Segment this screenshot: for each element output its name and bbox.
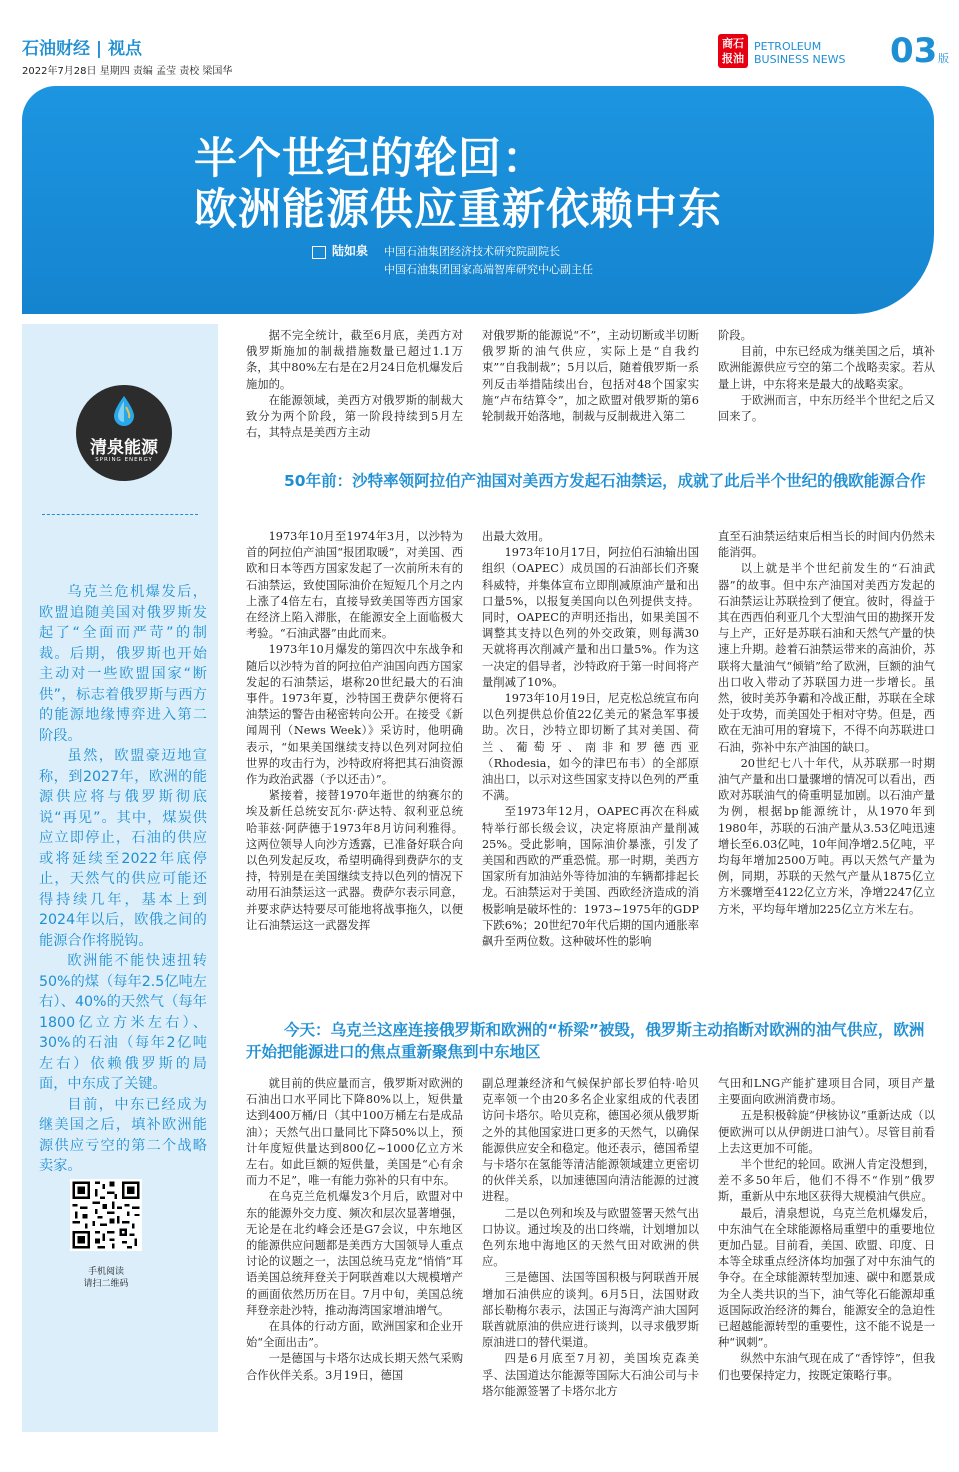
sidebar-text [39, 582, 207, 1177]
newspaper-logo: 商石报油 [718, 34, 748, 68]
byline-role-2: 中国石油集团国家高端智库研究中心副主任 [384, 263, 593, 276]
intro-column-3 [718, 328, 935, 425]
article-paragraph: 1973年10月爆发的第四次中东战争和随后以沙特为首的阿拉伯产油国向西方国家发起的石油禁运，堪称20世纪最大的石油事件。1973年夏，沙特国王费萨尔便将石油禁运的警告由秘密转向公开。在接受《新闻周刊（News Week）》采访时，他明确表示，“如果美国继续支持以色列对阿拉伯世界的攻击行为，沙特政府将把其石油资源作为政治武器（予以还击）”。 [246, 643, 463, 787]
article-paragraph: 最后，清泉想说，乌克兰危机爆发后，中东油气在全球能源格局重塑中的重要地位更加凸显。目前看，美国、欧盟、印度、日本等全球重点经济体均加强了对中东油气的争夺。在全球能源转型加速、碳中和愿景成为全人类共识的当下，油气等化石能源却重返国际政治经济的舞台，能源安全的急迫性已超越能源转型的重要性，这不能不说是一种“讽刺”。 [718, 1206, 935, 1350]
sidebar-paragraph: 目前，中东已经成为继美国之后，填补欧洲能源供应亏空的第二个战略卖家。 [39, 1096, 207, 1174]
section1-column-3 [718, 529, 935, 918]
section-name: 石油财经 | 视点 [22, 39, 143, 59]
article-paragraph: 一是德国与卡塔尔达成长期天然气采购合作伙伴关系。3月19日，德国 [246, 1352, 463, 1382]
article-paragraph: 二是以色列和埃及与欧盟签署天然气出口协议。通过埃及的出口终端，计划增加以色列东地中海地区的天然气田对欧洲的供应。 [482, 1206, 699, 1269]
section1-column-2 [482, 529, 699, 950]
article-paragraph: 20世纪七八十年代，从苏联那一时期油气产量和出口量骤增的情况可以看出，西欧对苏联油气的倚重明显加剧。以石油产量为例，根据bp能源统计，从1970年到1980年，苏联的石油产量从3.53亿吨迅速增长至6.03亿吨，10年间净增2.5亿吨，平均每年增加2500万吨。再以天然气产量为例，同期，苏联的天然气产量从1875亿立方米骤增至4122亿立方米，净增2247亿立方米，平均每年增加225亿立方米左右。 [718, 756, 935, 916]
qr-caption [42, 1266, 170, 1290]
intro-column-1 [246, 328, 463, 441]
date-editor-line: 2022年7月28日 星期四 责编 孟莹 责校 梁国华 [22, 66, 233, 77]
column-emblem [76, 385, 172, 481]
headline-banner [22, 86, 934, 314]
sidebar-divider [42, 514, 198, 515]
page-number: 03 [890, 31, 938, 71]
section-heading-today: 今天：乌克兰这座连接俄罗斯和欧洲的“桥梁”被毁，俄罗斯主动掐断对欧洲的油气供应，欧洲开始把能源进口的焦点重新聚焦到中东地区 [246, 1021, 925, 1061]
article-paragraph: 在乌克兰危机爆发3个月后，欧盟对中东的能源外交力度、频次和层次显著增强，无论是在北约峰会还是G7会议，中东地区的能源供应问题都是美西方大国领导人重点讨论的议题之一，法国总统马克龙“悄悄”耳语美国总统拜登关于阿联酋难以大规模增产的画面依然历历在目。7月中旬，美国总统拜登亲赴沙特，推动海湾国家增油增气。 [246, 1190, 463, 1317]
article-paragraph: 五是积极斡旋“伊核协议”重新达成（以便欧洲可以从伊朗进口油气）。尽管目前看上去这更加不可能。 [718, 1109, 935, 1155]
masthead [22, 30, 949, 80]
emblem-subtitle: SPRING ENERGY [95, 457, 153, 463]
sidebar-paragraph: 乌克兰危机爆发后，欧盟追随美国对俄罗斯发起了“全面而严苛”的制裁。后期，俄罗斯也开始主动对一些欧盟国家“断供”，标志着俄罗斯与西方的能源地缘博弈进入第二阶段。 [39, 584, 207, 744]
section2-column-3 [718, 1076, 935, 1384]
article-paragraph: 以上就是半个世纪前发生的“石油武器”的故事。但中东产油国对美西方发起的石油禁运让苏联捡到了便宜。彼时，得益于其在西西伯利亚几个大型油气田的勘探开发与上产，正好是苏联石油和天然气产量的快速上升期。趁着石油禁运带来的高油价，苏联将大量油气“倾销”给了欧洲，巨额的油气出口收入带动了苏联国力进一步增长。虽然，彼时美苏争霸和冷战正酣，苏联在全球处于攻势，而美国处于相对守势。但是，西欧在无油可用的窘境下，不得不向苏联进口石油，弥补中东产油国的缺口。 [718, 562, 935, 754]
article-paragraph: 在具体的行动方面，欧洲国家和企业开始“全面出击”。 [246, 1320, 463, 1350]
article-paragraph: 纵然中东油气现在成了“香饽饽”，但我们也要保持定力，按既定策略行事。 [718, 1352, 935, 1382]
article-paragraph: 至1973年12月，OAPEC再次在科威特举行部长级会议，决定将原油产量削减25%。受此影响，国际油价暴涨，引发了美国和西欧的严重恐慌。那一时期，美西方国家所有加油站外等待加油的车辆都排起长龙。石油禁运对于美国、西欧经济造成的消极影响是破坏性的：1973~1975年的GDP下跌6%；20世纪70年代后期的国内通胀率飙升至两位数。这种破坏性的影响 [482, 805, 699, 949]
article-paragraph: 目前，中东已经成为继美国之后，填补欧洲能源供应亏空的第二个战略卖家。若从量上讲，中东将来是最大的战略卖家。 [718, 345, 935, 391]
article-paragraph: 就目前的供应量而言，俄罗斯对欧洲的石油出口水平同比下降80%以上，短供量达到400万桶/日（其中100万桶左右是成品油）；天然气出口量同比下降50%以上，预计年度短供量达到800亿~1000亿立方米左右。如此巨额的短供量，美国是“心有余而力不足”，唯一有能力弥补的只有中东。 [246, 1077, 463, 1188]
emblem-name: 清泉能源 [90, 438, 158, 458]
water-drop-icon [112, 395, 136, 427]
sidebar [22, 324, 218, 1432]
publication-name-line1: PETROLEUM [754, 40, 822, 53]
headline-line1: 半个世纪的轮回： [194, 134, 546, 184]
sidebar-paragraph: 虽然，欧盟豪迈地宣称，到2027年，欧洲的能源供应将与俄罗斯彻底说“再见”。其中，煤炭供应立即停止，石油的供应或将延续至2022年底停止，天然气的供应可能还得持续几年，基本上到2024年以后，欧俄之间的能源合作将脱钩。 [39, 748, 207, 949]
sidebar-paragraph: 欧洲能不能快速扭转50%的煤（每年2.5亿吨左右）、40%的天然气（每年1800亿立方米左右）、30%的石油（每年2亿吨左右）依赖俄罗斯的局面，中东成了关键。 [39, 953, 207, 1092]
qr-code-icon[interactable] [70, 1179, 142, 1251]
article-paragraph: 在能源领域，美西方对俄罗斯的制裁大致分为两个阶段，第一阶段持续到5月左右，其特点是美西方主动 [246, 393, 463, 440]
article-paragraph: 半个世纪的轮回。欧洲人肯定没想到，差不多50年后，他们不得不“作别”俄罗斯，重新从中东地区获得大规模油气供应。 [718, 1158, 935, 1204]
article-paragraph: 1973年10月17日，阿拉伯石油输出国组织（OAPEC）成员国的石油部长们齐聚科威特，并集体宣布立即削减原油产量和出口量5%，以报复美国向以色列提供支持。同时，OAPEC的声明还指出，如果美国不调整其支持以色列的外交政策，则每满30天就将再次削减产量和出口量5%。作为这一决定的倡导者，沙特政府于第一时间将产量削减了10%。 [482, 546, 699, 689]
article-paragraph: 据不完全统计，截至6月底，美西方对俄罗斯施加的制裁措施数量已超过1.1万条，其中80%左右是在2月24日危机爆发后施加的。 [246, 329, 463, 391]
byline-author: 陆如泉 [332, 244, 369, 258]
byline-box-icon [312, 246, 326, 259]
article-paragraph: 直至石油禁运结束后相当长的时间内仍然未能消弭。 [718, 530, 935, 560]
article-paragraph: 1973年10月至1974年3月，以沙特为首的阿拉伯产油国“报团取暖”，对美国、西欧和日本等西方国家发起了一次前所未有的石油禁运，致使国际油价在短短几个月之内上涨了4倍左右，直接导致美国等西方国家在经济上陷入滞胀，在能源安全上面临极大考验。“石油武器”由此而来。 [246, 530, 463, 641]
article-paragraph: 紧接着，接替1970年逝世的纳赛尔的埃及新任总统安瓦尔·萨达特、叙利亚总统哈菲兹·阿萨德于1973年8月访问利雅得。这两位领导人向沙方透露，已准备好联合向以色列发起反攻，希望明确得到费萨尔的支持，特别是在美国继续支持以色列的情况下动用石油禁运这一武器。费萨尔表示同意，并要求萨达特要尽可能地将战事拖久，以便让石油禁运这一武器发挥 [246, 789, 463, 932]
article-paragraph: 出最大效用。 [482, 530, 550, 543]
article-paragraph: 四是6月底至7月初，美国埃克森美孚、法国道达尔能源等国际大石油公司与卡塔尔能源签署了卡塔尔北方 [482, 1352, 699, 1398]
page-unit: 版 [938, 52, 949, 65]
headline-line2: 欧洲能源供应重新依赖中东 [194, 185, 722, 235]
section2-column-1 [246, 1076, 463, 1384]
publication-name-line2: BUSINESS NEWS [754, 53, 846, 66]
publication-name [754, 40, 846, 66]
qr-caption-line1: 手机阅读 [87, 1267, 124, 1277]
article-paragraph: 1973年10月19日，尼克松总统宣布向以色列提供总价值22亿美元的紧急军事援助。次日，沙特立即切断了其对美国、荷兰、葡萄牙、南非和罗德西亚（Rhodesia，如今的津巴布韦）的全部原油出口，以示对这些国家支持以色列的严重不满。 [482, 692, 699, 803]
article-paragraph: 阶段。 [718, 329, 752, 342]
section2-column-2 [482, 1076, 699, 1400]
byline-role-1: 中国石油集团经济技术研究院副院长 [384, 245, 560, 258]
article-paragraph: 三是德国、法国等国积极与阿联酋开展增加石油供应的谈判。6月5日，法国财政部长勒梅尔表示，法国正与海湾产油大国阿联酋就原油的供应进行谈判，以寻求俄罗斯原油进口的替代渠道。 [482, 1271, 699, 1350]
intro-column-2 [482, 328, 699, 425]
qr-caption-line2: 请扫二维码 [83, 1279, 129, 1289]
article-paragraph: 气田和LNG产能扩建项目合同，项目产量主要面向欧洲消费市场。 [718, 1077, 935, 1107]
article-paragraph: 副总理兼经济和气候保护部长罗伯特·哈贝克率领一个由20多名企业家组成的代表团访问卡塔尔。哈贝克称，德国必须从俄罗斯之外的其他国家进口更多的天然气，以确保能源供应安全和稳定。他还表示，德国希望与卡塔尔在氢能等清洁能源领域建立更密切的伙伴关系，以加速德国向清洁能源的过渡进程。 [482, 1077, 699, 1204]
section1-column-1 [246, 529, 463, 934]
headline [194, 134, 894, 236]
article-paragraph: 对俄罗斯的能源说“不”，主动切断或半切断俄罗斯的油气供应，实际上是“自我约束”“自我制裁”；5月以后，随着俄罗斯一系列反击举措陆续出台，包括对48个国家实施“卢布结算令”，加之欧盟对俄罗斯的第6轮制裁开始落地，制裁与反制裁进入第二 [482, 329, 699, 424]
article-paragraph: 于欧洲而言，中东历经半个世纪之后又回来了。 [718, 393, 935, 424]
section-heading-50-years-ago: 50年前：沙特率领阿拉伯产油国对美西方发起石油禁运，成就了此后半个世纪的俄欧能源合作 [284, 472, 926, 490]
